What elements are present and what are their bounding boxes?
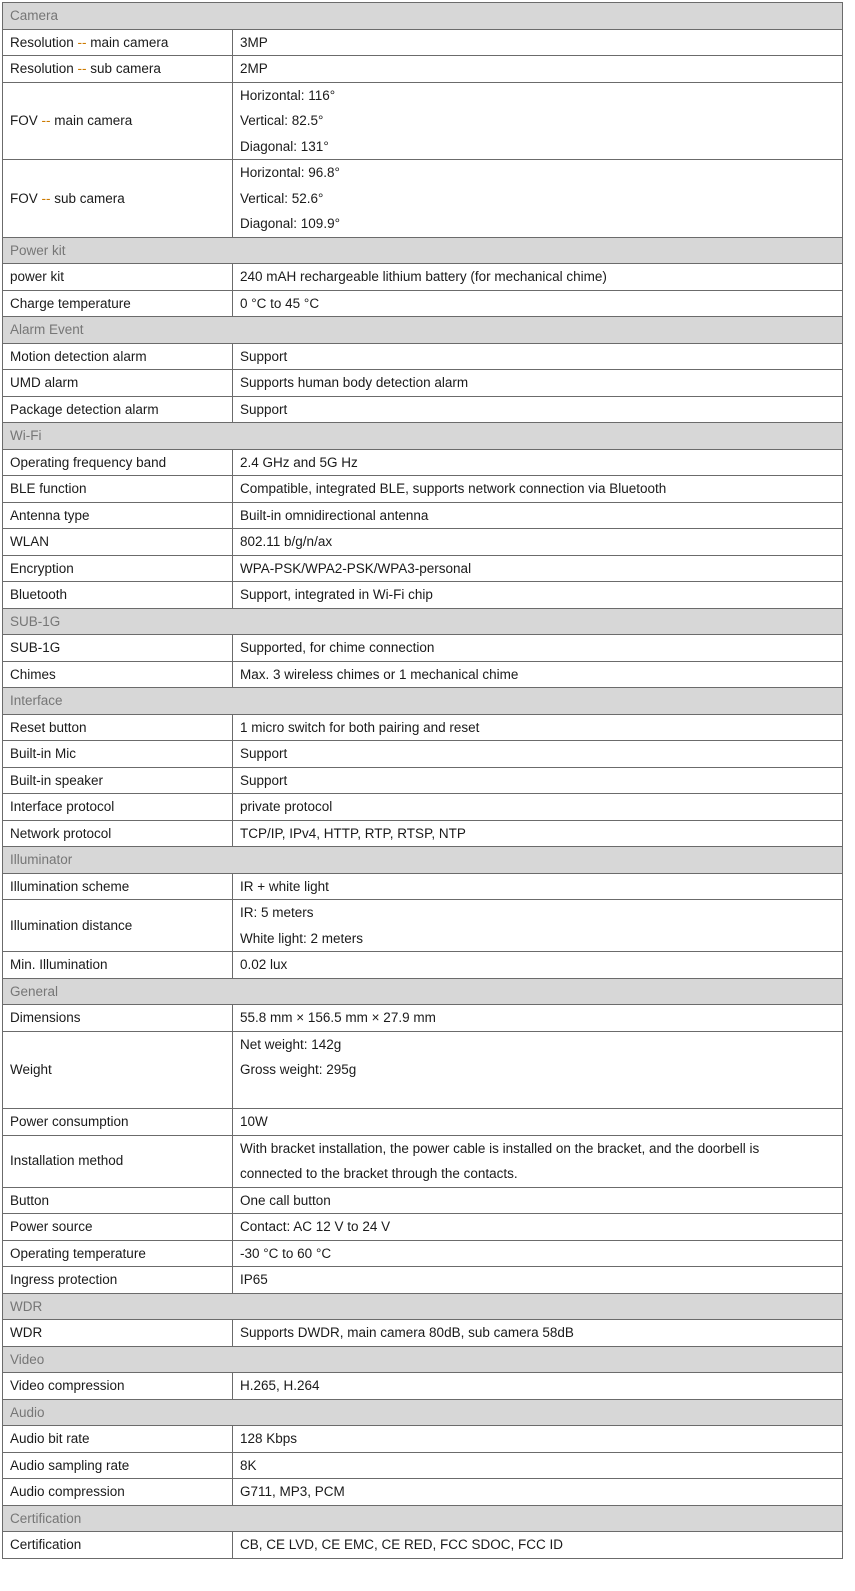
section-title: General <box>3 978 843 1005</box>
section-title: Video <box>3 1346 843 1373</box>
spec-label: Audio compression <box>3 1479 233 1506</box>
spec-label: Encryption <box>3 555 233 582</box>
spec-value: Gross weight: 295g <box>240 1062 357 1077</box>
spec-row <box>3 449 843 476</box>
spec-value: 8K <box>240 1457 257 1473</box>
spec-value-cell <box>233 290 843 317</box>
spec-row <box>3 1373 843 1400</box>
spec-value: TCP/IP, IPv4, HTTP, RTP, RTSP, NTP <box>240 825 466 841</box>
spec-value: 802.11 b/g/n/ax <box>240 534 333 549</box>
spec-row <box>3 952 843 979</box>
spec-value: connected to the bracket through the contacts. <box>240 1166 518 1181</box>
spec-value-cell <box>233 714 843 741</box>
spec-label: Chimes <box>3 661 233 688</box>
spec-value-cell <box>233 1532 843 1559</box>
section-header-row <box>3 423 843 450</box>
section-header-row <box>3 1346 843 1373</box>
section-header-row <box>3 1293 843 1320</box>
spec-value-cell <box>233 794 843 821</box>
spec-value: Compatible, integrated BLE, supports network connection via Bluetooth <box>240 481 667 496</box>
spec-row <box>3 1187 843 1214</box>
spec-value: IR + white light <box>240 878 329 894</box>
spec-value <box>240 1083 835 1109</box>
spec-label: Operating frequency band <box>3 449 233 476</box>
spec-row <box>3 29 843 56</box>
spec-value: One call button <box>240 1192 331 1208</box>
spec-value: Built-in omnidirectional antenna <box>240 507 429 523</box>
spec-row <box>3 1426 843 1453</box>
spec-value-cell <box>233 767 843 794</box>
spec-row <box>3 661 843 688</box>
section-header-row <box>3 317 843 344</box>
section-title: Power kit <box>3 237 843 264</box>
spec-value-cell <box>233 582 843 609</box>
spec-row <box>3 794 843 821</box>
section-title: WDR <box>3 1293 843 1320</box>
section-title: Audio <box>3 1399 843 1426</box>
spec-value-cell <box>233 56 843 83</box>
spec-value: Supports human body detection alarm <box>240 375 469 390</box>
spec-value: IR: 5 meters <box>240 905 314 920</box>
section-header-row <box>3 1399 843 1426</box>
spec-value-cell <box>233 1267 843 1294</box>
spec-table-body <box>3 3 843 1559</box>
spec-value: 0.02 lux <box>240 957 288 972</box>
spec-value-cell <box>233 343 843 370</box>
spec-value-cell <box>233 396 843 423</box>
spec-value-cell <box>233 1031 843 1109</box>
spec-row <box>3 1240 843 1267</box>
spec-label: WDR <box>3 1320 233 1347</box>
spec-label: Button <box>3 1187 233 1214</box>
spec-label: Package detection alarm <box>3 396 233 423</box>
spec-value: 2.4 GHz and 5G Hz <box>240 454 358 470</box>
spec-label: FOV -- sub camera <box>3 160 233 238</box>
spec-label: BLE function <box>3 476 233 503</box>
spec-row <box>3 820 843 847</box>
spec-value-cell <box>233 635 843 662</box>
spec-value-cell <box>233 820 843 847</box>
spec-row <box>3 555 843 582</box>
spec-value: Supports DWDR, main camera 80dB, sub camera 58dB <box>240 1325 574 1340</box>
spec-value-cell <box>233 661 843 688</box>
spec-value-cell <box>233 873 843 900</box>
spec-row <box>3 1135 843 1187</box>
spec-label: Charge temperature <box>3 290 233 317</box>
spec-value: Diagonal: 109.9° <box>240 216 340 231</box>
spec-value: 2MP <box>240 61 268 76</box>
spec-label: Built-in Mic <box>3 741 233 768</box>
spec-label: Audio sampling rate <box>3 1452 233 1479</box>
spec-row <box>3 370 843 397</box>
spec-value: Support <box>240 772 288 788</box>
spec-value: Max. 3 wireless chimes or 1 mechanical chime <box>240 666 519 682</box>
spec-row <box>3 1320 843 1347</box>
spec-row <box>3 529 843 556</box>
spec-row <box>3 160 843 238</box>
spec-value-cell <box>233 1320 843 1347</box>
spec-value: 240 mAH rechargeable lithium battery (for mechanical chime) <box>240 269 607 284</box>
spec-row <box>3 1479 843 1506</box>
spec-label: Motion detection alarm <box>3 343 233 370</box>
spec-value: Supported, for chime connection <box>240 640 435 655</box>
spec-label: Operating temperature <box>3 1240 233 1267</box>
spec-row <box>3 741 843 768</box>
section-header-row <box>3 608 843 635</box>
spec-label: Power source <box>3 1214 233 1241</box>
spec-value-cell <box>233 1135 843 1187</box>
section-header-row <box>3 688 843 715</box>
spec-label: FOV -- main camera <box>3 82 233 160</box>
spec-row <box>3 1214 843 1241</box>
spec-row <box>3 900 843 952</box>
spec-row <box>3 635 843 662</box>
spec-label: UMD alarm <box>3 370 233 397</box>
spec-value: IP65 <box>240 1272 268 1287</box>
spec-value-cell <box>233 1240 843 1267</box>
spec-value: White light: 2 meters <box>240 930 364 946</box>
spec-value: 10W <box>240 1114 268 1129</box>
spec-value: 0 °C to 45 °C <box>240 295 320 311</box>
spec-value: Support <box>240 348 288 364</box>
spec-value-cell <box>233 29 843 56</box>
section-header-row <box>3 237 843 264</box>
spec-value-cell <box>233 741 843 768</box>
spec-value: Support <box>240 401 288 417</box>
spec-value: Support, integrated in Wi-Fi chip <box>240 587 433 602</box>
spec-value-cell <box>233 160 843 238</box>
spec-value-cell <box>233 82 843 160</box>
spec-value: CB, CE LVD, CE EMC, CE RED, FCC SDOC, FCC ID <box>240 1537 564 1552</box>
spec-value-cell <box>233 449 843 476</box>
spec-label: Illumination scheme <box>3 873 233 900</box>
section-title: Alarm Event <box>3 317 843 344</box>
spec-table <box>2 2 843 1559</box>
spec-value: WPA-PSK/WPA2-PSK/WPA3-personal <box>240 560 472 576</box>
spec-label: Illumination distance <box>3 900 233 952</box>
spec-value-cell <box>233 1214 843 1241</box>
spec-value: Diagonal: 131° <box>240 138 329 154</box>
spec-value-cell <box>233 1005 843 1032</box>
spec-value-cell <box>233 555 843 582</box>
spec-value-cell <box>233 900 843 952</box>
spec-value-cell <box>233 1479 843 1506</box>
spec-value: Horizontal: 96.8° <box>240 165 340 180</box>
spec-value: Vertical: 52.6° <box>240 190 324 206</box>
spec-label: Certification <box>3 1532 233 1559</box>
spec-label: Ingress protection <box>3 1267 233 1294</box>
spec-label: Antenna type <box>3 502 233 529</box>
section-header-row <box>3 847 843 874</box>
spec-value-cell <box>233 370 843 397</box>
spec-label: Audio bit rate <box>3 1426 233 1453</box>
spec-value: H.265, H.264 <box>240 1378 320 1393</box>
spec-row <box>3 290 843 317</box>
section-header-row <box>3 1505 843 1532</box>
spec-row <box>3 264 843 291</box>
spec-label: Interface protocol <box>3 794 233 821</box>
spec-row <box>3 476 843 503</box>
spec-row <box>3 1109 843 1136</box>
spec-value: G711, MP3, PCM <box>240 1484 345 1499</box>
spec-row <box>3 1031 843 1109</box>
spec-label: Video compression <box>3 1373 233 1400</box>
spec-label: SUB-1G <box>3 635 233 662</box>
spec-value-cell <box>233 1373 843 1400</box>
spec-label: Resolution -- sub camera <box>3 56 233 83</box>
spec-label: Min. Illumination <box>3 952 233 979</box>
spec-label: Power consumption <box>3 1109 233 1136</box>
spec-label: Resolution -- main camera <box>3 29 233 56</box>
spec-value: 128 Kbps <box>240 1431 298 1446</box>
spec-value-cell <box>233 952 843 979</box>
spec-row <box>3 82 843 160</box>
spec-row <box>3 502 843 529</box>
spec-value: private protocol <box>240 799 333 814</box>
spec-row <box>3 1452 843 1479</box>
spec-label: Network protocol <box>3 820 233 847</box>
spec-value-cell <box>233 1109 843 1136</box>
section-title: Camera <box>3 3 843 30</box>
spec-value-cell <box>233 1426 843 1453</box>
spec-row <box>3 873 843 900</box>
spec-row <box>3 714 843 741</box>
spec-label: Built-in speaker <box>3 767 233 794</box>
spec-label: Dimensions <box>3 1005 233 1032</box>
spec-row <box>3 582 843 609</box>
spec-value: Contact: AC 12 V to 24 V <box>240 1219 391 1234</box>
section-header-row <box>3 978 843 1005</box>
spec-label: Reset button <box>3 714 233 741</box>
spec-value: With bracket installation, the power cable is installed on the bracket, and the doorbell is <box>240 1140 760 1156</box>
spec-row <box>3 396 843 423</box>
spec-value: -30 °C to 60 °C <box>240 1245 332 1261</box>
section-title: Certification <box>3 1505 843 1532</box>
spec-value: Horizontal: 116° <box>240 87 336 103</box>
spec-value: Net weight: 142g <box>240 1036 342 1052</box>
spec-value: Vertical: 82.5° <box>240 113 324 128</box>
section-header-row <box>3 3 843 30</box>
spec-value-cell <box>233 1187 843 1214</box>
spec-value-cell <box>233 476 843 503</box>
spec-value-cell <box>233 1452 843 1479</box>
spec-value: 1 micro switch for both pairing and reset <box>240 719 480 735</box>
spec-value: Support <box>240 746 288 761</box>
spec-row <box>3 1267 843 1294</box>
spec-row <box>3 1005 843 1032</box>
spec-label: power kit <box>3 264 233 291</box>
spec-label: Installation method <box>3 1135 233 1187</box>
spec-value: 3MP <box>240 34 268 50</box>
section-title: Interface <box>3 688 843 715</box>
spec-value-cell <box>233 502 843 529</box>
spec-label: Weight <box>3 1031 233 1109</box>
section-title: Wi-Fi <box>3 423 843 450</box>
spec-label: WLAN <box>3 529 233 556</box>
spec-value: 55.8 mm × 156.5 mm × 27.9 mm <box>240 1010 436 1025</box>
spec-row <box>3 343 843 370</box>
section-title: SUB-1G <box>3 608 843 635</box>
section-title: Illuminator <box>3 847 843 874</box>
spec-value-cell <box>233 264 843 291</box>
spec-label: Bluetooth <box>3 582 233 609</box>
spec-row <box>3 767 843 794</box>
spec-value-cell <box>233 529 843 556</box>
spec-row <box>3 56 843 83</box>
spec-row <box>3 1532 843 1559</box>
